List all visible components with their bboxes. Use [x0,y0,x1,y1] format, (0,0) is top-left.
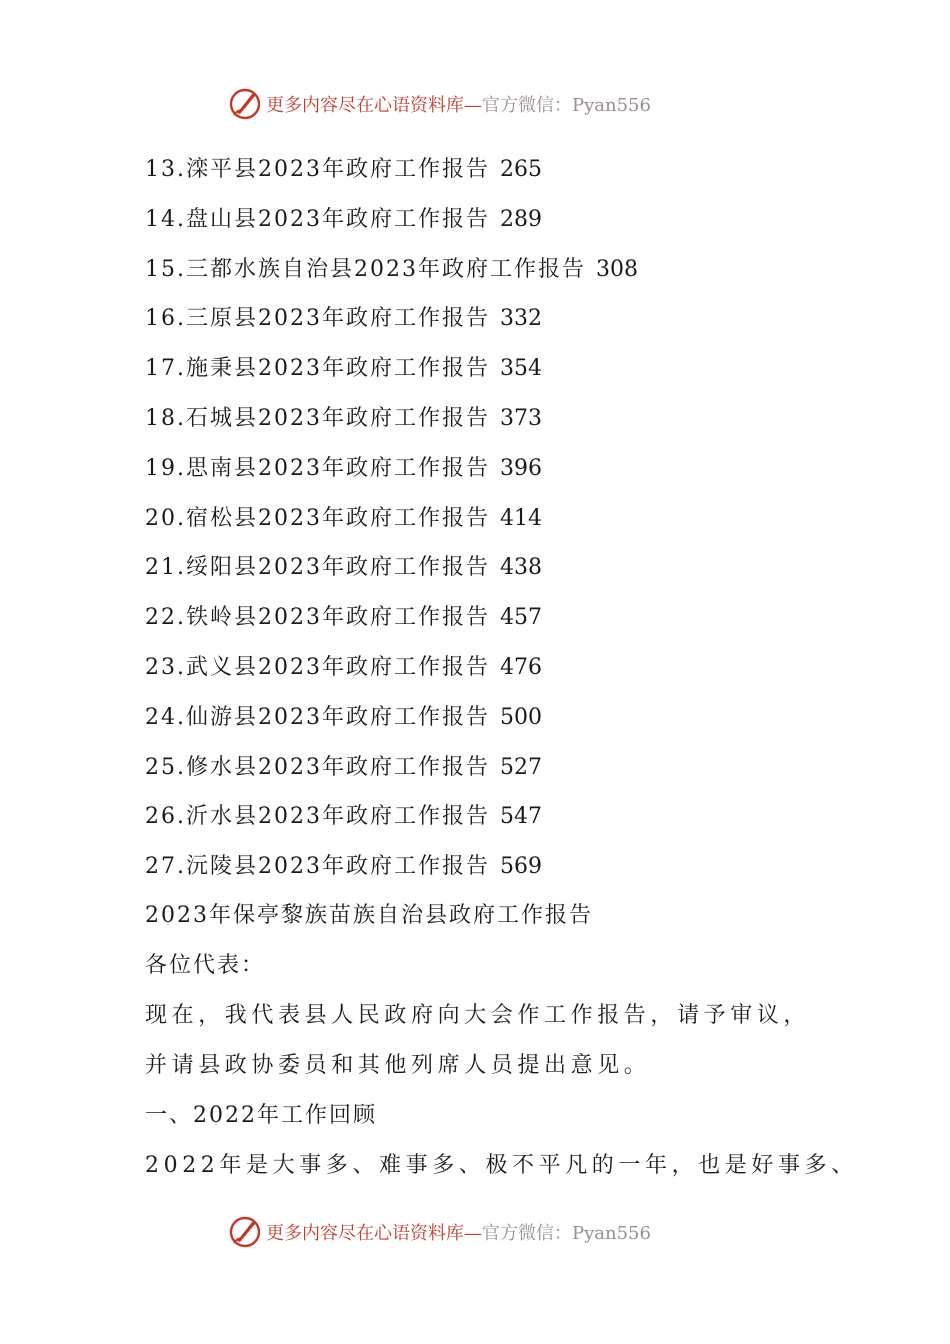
toc-page-number: 289 [499,206,542,232]
toc-item[interactable]: 13.滦平县2023年政府工作报告 265 [145,157,542,182]
toc-page-number: 500 [499,704,542,730]
quill-logo-icon [228,1215,262,1249]
banner-contact: 官方微信：Pyan556 [482,1223,651,1244]
document-body [145,897,858,1197]
paragraph-line: 现在，我代表县人民政府向大会作工作报告，请予审议， [145,1003,811,1028]
toc-page-number: 457 [499,605,542,631]
toc-item[interactable]: 25.修水县2023年政府工作报告 527 [145,754,542,780]
table-of-contents [145,150,638,897]
toc-item[interactable]: 19.思南县2023年政府工作报告 396 [145,455,542,481]
toc-item[interactable]: 21.绥阳县2023年政府工作报告 438 [145,555,542,581]
toc-item[interactable]: 23.武义县2023年政府工作报告 476 [145,654,542,680]
toc-item[interactable]: 27.沅陵县2023年政府工作报告 569 [145,854,542,880]
header-banner [228,86,651,122]
salutation: 各位代表： [145,953,266,978]
toc-item[interactable]: 18.石城县2023年政府工作报告 373 [145,405,542,431]
toc-item[interactable]: 20.宿松县2023年政府工作报告 414 [145,505,542,531]
toc-item[interactable]: 16.三原县2023年政府工作报告 332 [145,306,542,332]
toc-page-number: 438 [499,555,542,581]
toc-page-number: 265 [499,157,542,182]
toc-page-number: 396 [499,455,542,481]
paragraph-line: 2022年是大事多、难事多、极不平凡的一年，也是好事多、 [145,1153,858,1178]
section-heading: 一、2022年工作回顾 [145,1103,377,1128]
toc-item[interactable]: 22.铁岭县2023年政府工作报告 457 [145,605,542,631]
toc-item[interactable]: 15.三都水族自治县2023年政府工作报告 308 [145,256,638,282]
toc-item[interactable]: 24.仙游县2023年政府工作报告 500 [145,704,542,730]
toc-item[interactable]: 17.施秉县2023年政府工作报告 354 [145,356,542,382]
toc-page-number: 569 [499,854,542,880]
toc-page-number: 332 [499,306,542,332]
banner-text: 更多内容尽在心语资料库— [266,1223,482,1244]
toc-page-number: 373 [499,405,542,431]
document-title: 2023年保亭黎族苗族自治县政府工作报告 [145,903,593,928]
toc-item[interactable]: 26.沂水县2023年政府工作报告 547 [145,804,542,830]
banner-contact: 官方微信：Pyan556 [482,95,651,116]
toc-item[interactable]: 14.盘山县2023年政府工作报告 289 [145,206,542,232]
banner-text: 更多内容尽在心语资料库— [266,95,482,116]
toc-page-number: 414 [499,505,542,531]
paragraph-line: 并请县政协委员和其他列席人员提出意见。 [145,1053,651,1078]
toc-page-number: 527 [499,754,542,780]
toc-page-number: 308 [595,256,638,282]
quill-logo-icon [228,87,262,121]
toc-page-number: 476 [499,654,542,680]
footer-banner [228,1214,651,1250]
toc-page-number: 354 [499,356,542,382]
toc-page-number: 547 [499,804,542,830]
